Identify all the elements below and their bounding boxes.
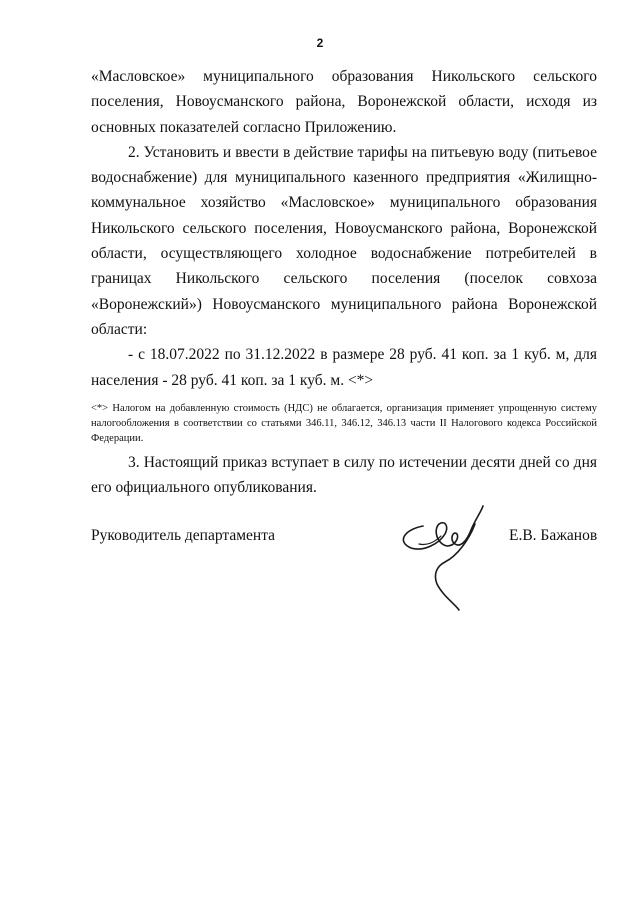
footnote: <*> Налогом на добавленную стоимость (НДС) не облагается, организация применяет упрощенную систему налогообложения в соответствии со статьями 346.11, 346.12, 346.13 части II Налогового кодекса Российской Федерации.: [91, 402, 597, 444]
paragraph-tariff: - с 18.07.2022 по 31.12.2022 в размере 28 руб. 41 коп. за 1 куб. м, для населения - 28 руб. 41 коп. за 1 куб. м. <*>: [91, 346, 597, 389]
paragraph-1: «Масловское» муниципального образования Никольского сельского поселения, Новоусманского района, Воронежской области, исходя из основных показателей согласно Приложению.: [91, 68, 597, 136]
signatory-name: Е.В. Бажанов: [509, 527, 598, 544]
page-number: 2: [316, 36, 324, 50]
paragraph-3: 3. Настоящий приказ вступает в силу по истечении десяти дней со дня его официального опубликования.: [91, 453, 597, 497]
handwritten-signature: [393, 500, 503, 620]
document-body: [91, 64, 597, 500]
paragraph-2: 2. Установить и ввести в действие тарифы на питьевую воду (питьевое водоснабжение) для муниципального казенного предприятия «Жилищно-коммунальное хозяйство «Масловское» муниципального образования Никольского сельского поселения, Новоусманского района, Воронежской области, осуществляющего холодное водоснабжение потребителей в границах Никольского сельского поселения (поселок совхоза «Воронежский») Новоусманского муниципального района Воронежской области:: [91, 143, 597, 338]
signatory-role: Руководитель департамента: [91, 527, 276, 544]
